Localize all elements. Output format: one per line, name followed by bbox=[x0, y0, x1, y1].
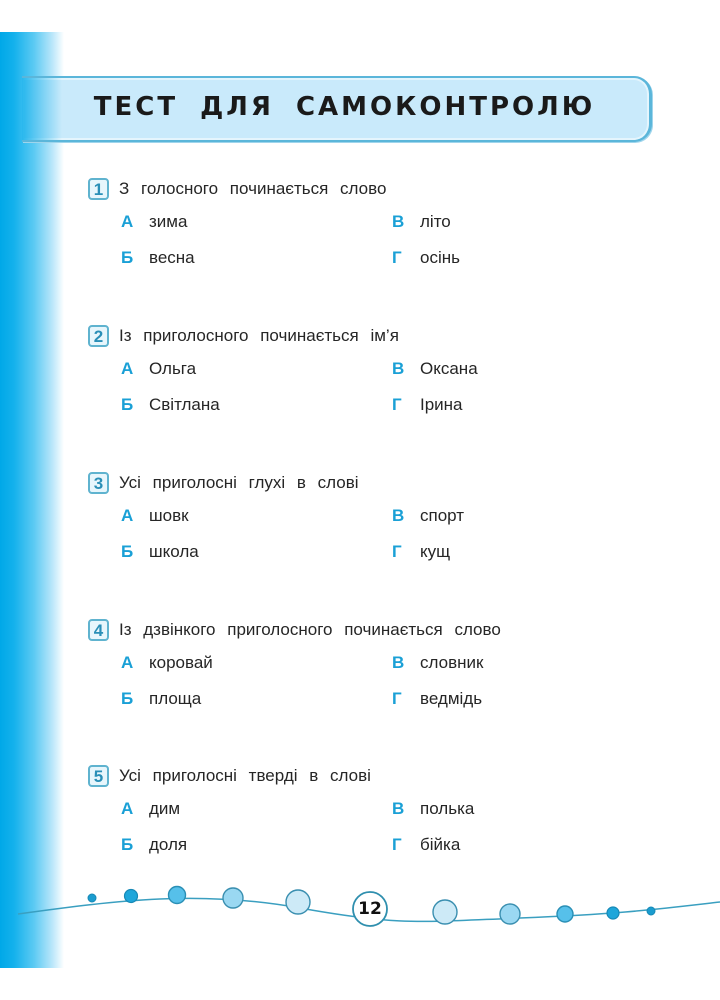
question-number-badge: 1 bbox=[88, 178, 109, 200]
answer-options bbox=[88, 653, 688, 725]
option-letter: Б bbox=[121, 689, 134, 708]
question-number-badge: 3 bbox=[88, 472, 109, 494]
option-text: бійка bbox=[420, 835, 461, 854]
option-b[interactable] bbox=[121, 689, 201, 709]
question-number-badge: 2 bbox=[88, 325, 109, 347]
question-text: Із приголосного починається ім’я bbox=[119, 326, 399, 345]
left-color-stripe bbox=[0, 32, 64, 968]
option-g[interactable] bbox=[392, 835, 460, 855]
bead-icon bbox=[223, 888, 243, 908]
option-text: ведмідь bbox=[420, 689, 483, 708]
answer-options bbox=[88, 506, 688, 578]
question-2 bbox=[88, 323, 688, 431]
option-letter: Б bbox=[121, 835, 134, 854]
option-b[interactable] bbox=[121, 835, 187, 855]
option-text: площа bbox=[149, 689, 202, 708]
option-letter: Г bbox=[392, 835, 402, 854]
option-text: зима bbox=[149, 212, 188, 231]
option-a[interactable] bbox=[121, 799, 180, 819]
bead-icon bbox=[125, 890, 138, 903]
option-letter: А bbox=[121, 212, 134, 231]
question-4 bbox=[88, 617, 688, 725]
option-a[interactable] bbox=[121, 359, 196, 379]
question-3 bbox=[88, 470, 688, 578]
option-letter: Г bbox=[392, 395, 402, 414]
option-b[interactable] bbox=[121, 248, 195, 268]
option-letter: Г bbox=[392, 689, 402, 708]
option-text: Ольга bbox=[149, 359, 197, 378]
option-g[interactable] bbox=[392, 248, 460, 268]
bead-icon bbox=[286, 890, 310, 914]
option-letter: Б bbox=[121, 542, 134, 561]
page-number: 12 bbox=[358, 899, 382, 919]
option-v[interactable] bbox=[392, 212, 451, 232]
answer-options bbox=[88, 799, 688, 871]
question-1 bbox=[88, 176, 688, 284]
bead-icon bbox=[169, 887, 186, 904]
option-text: Світлана bbox=[149, 395, 220, 414]
option-letter: В bbox=[392, 653, 405, 672]
bead-icon bbox=[607, 907, 619, 919]
option-text: школа bbox=[149, 542, 199, 561]
question-text: Із дзвінкого приголосного починається слово bbox=[119, 620, 501, 639]
question-text: Усі приголосні тверді в слові bbox=[119, 766, 371, 785]
option-text: кущ bbox=[420, 542, 451, 561]
question-text: Усі приголосні глухі в слові bbox=[119, 473, 359, 492]
answer-options bbox=[88, 212, 688, 284]
page-title: ТЕСТ ДЛЯ САМОКОНТРОЛЮ bbox=[93, 92, 596, 122]
option-letter: В bbox=[392, 359, 405, 378]
option-text: весна bbox=[149, 248, 195, 267]
option-a[interactable] bbox=[121, 212, 187, 232]
option-v[interactable] bbox=[392, 506, 464, 526]
option-g[interactable] bbox=[392, 395, 463, 415]
option-text: Ірина bbox=[420, 395, 463, 414]
option-letter: В bbox=[392, 212, 405, 231]
option-v[interactable] bbox=[392, 799, 474, 819]
option-b[interactable] bbox=[121, 395, 220, 415]
option-a[interactable] bbox=[121, 506, 189, 526]
bead-icon bbox=[88, 894, 96, 902]
option-text: словник bbox=[420, 653, 484, 672]
option-letter: А bbox=[121, 359, 134, 378]
option-text: доля bbox=[149, 835, 188, 854]
option-text: осінь bbox=[420, 248, 460, 267]
option-letter: Г bbox=[392, 542, 402, 561]
option-a[interactable] bbox=[121, 653, 213, 673]
option-letter: Б bbox=[121, 248, 134, 267]
option-text: дим bbox=[149, 799, 181, 818]
option-g[interactable] bbox=[392, 689, 482, 709]
title-banner bbox=[22, 76, 652, 142]
option-letter: Г bbox=[392, 248, 402, 267]
option-text: шовк bbox=[149, 506, 189, 525]
option-letter: А bbox=[121, 506, 134, 525]
bead-icon bbox=[433, 900, 457, 924]
option-b[interactable] bbox=[121, 542, 199, 562]
bead-icon bbox=[647, 907, 655, 915]
option-v[interactable] bbox=[392, 653, 483, 673]
option-letter: Б bbox=[121, 395, 134, 414]
question-number-badge: 5 bbox=[88, 765, 109, 787]
bead-icon bbox=[557, 906, 573, 922]
option-text: Оксана bbox=[420, 359, 478, 378]
question-5 bbox=[88, 763, 688, 871]
option-g[interactable] bbox=[392, 542, 450, 562]
option-letter: А bbox=[121, 799, 134, 818]
bead-icon bbox=[500, 904, 520, 924]
option-letter: В bbox=[392, 506, 405, 525]
option-letter: А bbox=[121, 653, 134, 672]
question-text: З голосного починається слово bbox=[119, 179, 387, 198]
option-letter: В bbox=[392, 799, 405, 818]
option-v[interactable] bbox=[392, 359, 478, 379]
question-number-badge: 4 bbox=[88, 619, 109, 641]
option-text: спорт bbox=[420, 506, 465, 525]
option-text: літо bbox=[420, 212, 451, 231]
option-text: полька bbox=[420, 799, 475, 818]
option-text: коровай bbox=[149, 653, 213, 672]
answer-options bbox=[88, 359, 688, 431]
